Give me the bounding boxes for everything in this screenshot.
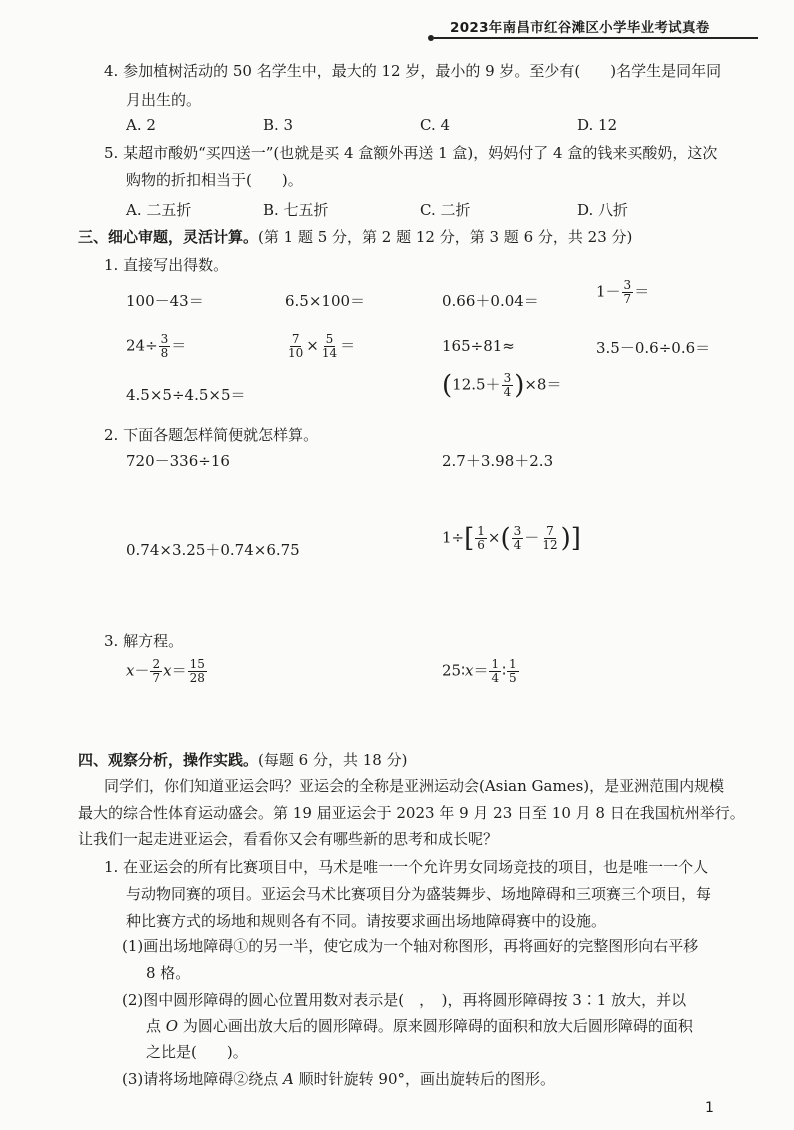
- section4-intro-line3: 让我们一起走进亚运会，看看你又会有哪些新的思考和成长呢？: [78, 830, 499, 848]
- section4-title: 四、观察分析，操作实践。: [78, 751, 259, 769]
- s4-sub2-line1: (2)图中圆形障碍的圆心位置用数对表示是( ， )，再将圆形障碍按 3∶1 放大，并以: [122, 991, 687, 1009]
- page-number: 1: [705, 1100, 714, 1116]
- q5-text-line2: 购物的折扣相当于( )。: [126, 171, 303, 189]
- s4-sub1-line1: (1)画出场地障碍①的另一半，使它成为一个轴对称图形，再将画好的完整图形向右平移: [122, 937, 699, 955]
- section3-title: 三、细心审题，灵活计算。: [78, 228, 259, 246]
- s4-sub1-line2: 8 格。: [146, 964, 191, 982]
- s4-sub3-line: (3)请将场地障碍②绕点 A 顺时针旋转 90°，画出旋转后的图形。: [122, 1070, 555, 1088]
- simplify-expr-1: 720－336÷16: [126, 452, 230, 470]
- calc-r2c2: $\frac{7}{10}$ × $\frac{5}{14}$ ＝: [288, 332, 356, 360]
- section4-intro-line1: 同学们，你们知道亚运会吗？亚运会的全称是亚洲运动会(Asian Games)，是亚洲范围内规模: [104, 777, 725, 795]
- calc-r3c2: (12.5＋ $\frac{3}{4}$ )×8＝: [442, 370, 562, 401]
- part2-title: 2. 下面各题怎样简便就怎样算。: [104, 426, 319, 444]
- s4-sub2-line3: 之比是( )。: [146, 1043, 248, 1061]
- s4-sub2-line2: 点 O 为圆心画出放大后的圆形障碍。原来圆形障碍的面积和放大后圆形障碍的面积: [146, 1017, 693, 1035]
- q4-text-line1: 4. 参加植树活动的 50 名学生中，最大的 12 岁，最小的 9 岁。至少有( )名学生是同年同: [104, 62, 722, 80]
- part1-title: 1. 直接写出得数。: [104, 256, 229, 274]
- page-header: [428, 14, 758, 42]
- simplify-expr-2: 2.7＋3.98＋2.3: [442, 452, 554, 470]
- q4-text-line2: 月出生的。: [126, 91, 202, 109]
- q5-option-b: B. 七五折: [263, 201, 329, 219]
- s4-q1-line2: 与动物同赛的项目。亚运会马术比赛项目分为盛装舞步、场地障碍和三项赛三个项目，每: [126, 885, 712, 903]
- calc-r2c1: 24÷ $\frac{3}{8}$ ＝: [126, 332, 187, 360]
- section4-heading: [78, 749, 407, 770]
- q4-option-d: D. 12: [577, 116, 618, 134]
- q4-option-c: C. 4: [420, 116, 451, 134]
- equation-1: x－ $\frac{2}{7}$ x＝ $\frac{15}{28}$: [126, 657, 205, 685]
- simplify-expr-3: 0.74×3.25＋0.74×6.75: [126, 541, 300, 559]
- s4-q1-line1: 1. 在亚运会的所有比赛项目中，马术是唯一一个允许男女同场竞技的项目，也是唯一一个人: [104, 858, 709, 876]
- q5-option-d: D. 八折: [577, 201, 629, 219]
- s4-q1-line3: 种比赛方式的场地和规则各有不同。请按要求画出场地障碍赛中的设施。: [126, 912, 607, 930]
- equation-2: 25∶x＝ $\frac{1}{4}$ ∶ $\frac{1}{5}$: [442, 657, 517, 685]
- section4-score-note: (每题 6 分，共 18 分): [258, 751, 408, 769]
- q5-option-a: A. 二五折: [126, 201, 192, 219]
- q4-option-a: A. 2: [126, 116, 156, 134]
- section3-heading: [78, 226, 632, 247]
- q5-text-line1: 5. 某超市酸奶“买四送一”(也就是买 4 盒额外再送 1 盒)，妈妈付了 4 盒的钱来买酸奶，这次: [104, 144, 718, 162]
- section3-score-note: (第 1 题 5 分，第 2 题 12 分，第 3 题 6 分，共 23 分): [258, 228, 633, 246]
- calc-r1c3: 0.66＋0.04＝: [442, 292, 539, 310]
- section4-intro-line2: 最大的综合性体育运动盛会。第 19 届亚运会于 2023 年 9 月 23 日至 10 月 8 日在我国杭州举行。: [78, 804, 745, 822]
- header-rule: [434, 37, 758, 39]
- q5-option-c: C. 二折: [420, 201, 471, 219]
- q4-option-b: B. 3: [263, 116, 294, 134]
- calc-r2c3: 165÷81≈: [442, 337, 515, 355]
- calc-r2c4: 3.5－0.6÷0.6＝: [596, 339, 711, 357]
- simplify-expr-4: 1÷[ $\frac{1}{6}$ ×( $\frac{3}{4}$ － $\frac{7}{12}$ )]: [442, 523, 581, 554]
- calc-r1c4: 1－ $\frac{3}{7}$ ＝: [596, 278, 650, 306]
- calc-r1c1: 100－43＝: [126, 292, 204, 310]
- header-title: 2023年南昌市红谷滩区小学毕业考试真卷: [450, 20, 710, 36]
- calc-r1c2: 6.5×100＝: [285, 292, 366, 310]
- calc-r3c1: 4.5×5÷4.5×5＝: [126, 386, 246, 404]
- part3-title: 3. 解方程。: [104, 632, 184, 650]
